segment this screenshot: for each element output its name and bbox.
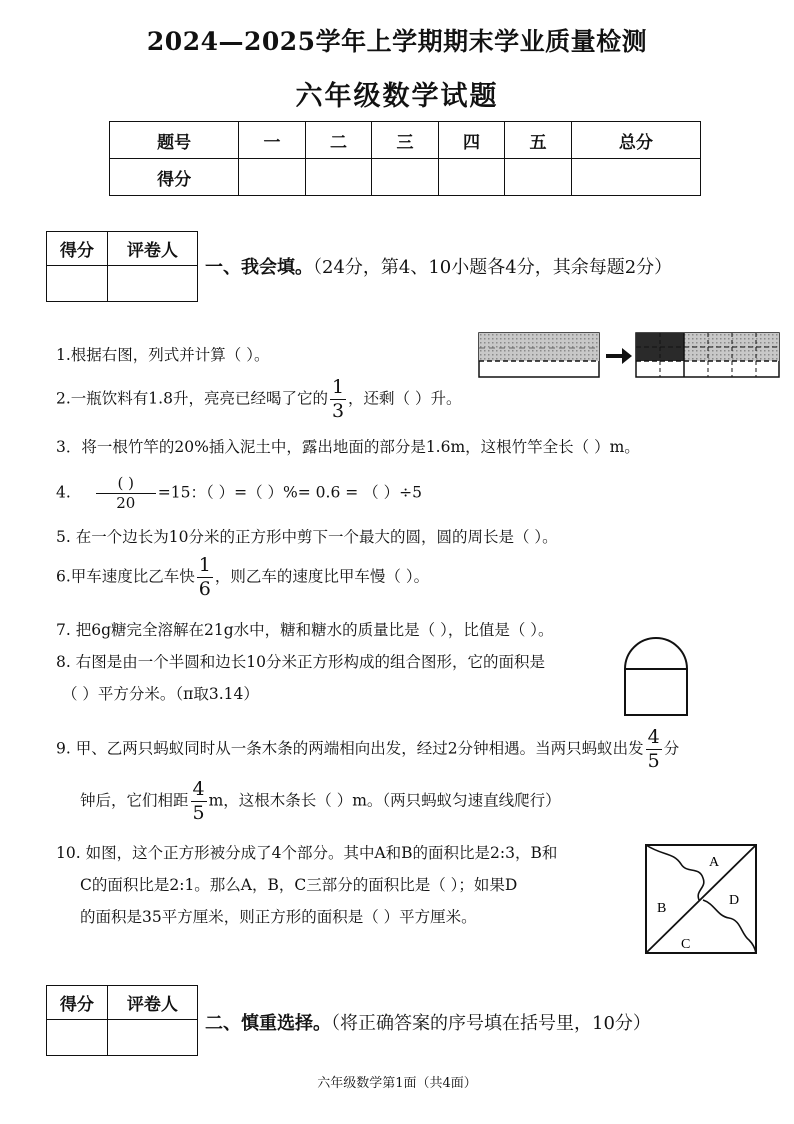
fraction-denominator: 5 [192,802,205,824]
grader-name-cell[interactable] [107,1020,197,1056]
question-7: 7. 把6g糖完全溶解在21g水中，糖和糖水的质量比是（ ），比值是（ ）。 [56,621,554,639]
question-2-text-end: ，还剩（ ）升。 [348,389,462,408]
grader-name-cell[interactable] [107,266,197,302]
fraction-numerator: 1 [198,554,211,576]
score-table-header-row [110,122,701,159]
section2-title: 二、慎重选择。 [205,1013,331,1034]
fraction [96,476,156,511]
question-1-figure [476,330,782,382]
question-5: 5. 在一个边长为10分米的正方形中剪下一个最大的圆，圆的周长是（ ）。 [56,528,558,546]
score-table-cell: 总分 [571,122,700,159]
question-6-text: 6.甲车速度比乙车快 [56,567,195,586]
exam-title: 2024—2025学年上学期期末学业质量检测 [146,27,648,56]
score-input-cell[interactable] [571,159,700,196]
region-label-d: D [729,893,740,908]
question-9-text: 9. 甲、乙两只蚂蚁同时从一条木条的两端相向出发，经过2分钟相遇。当两只蚂蚁出发 [56,739,644,758]
score-table [109,121,701,196]
question-10-figure [643,842,759,956]
score-input-cell[interactable] [438,159,504,196]
fraction-denominator: 3 [331,400,345,422]
score-input-cell[interactable] [372,159,438,196]
question-2-text: 2.一瓶饮料有1.8升，亮亮已经喝了它的 [56,389,328,408]
question-2 [56,378,461,421]
page-footer: 六年级数学第1面（共4面） [317,1076,477,1091]
score-table-cell: 五 [505,122,571,159]
fraction-numerator: ( ) [96,476,156,494]
question-8-line1: 8. 右图是由一个半圆和边长10分米正方形构成的组合图形，它的面积是 [56,653,545,671]
score-input-cell[interactable] [239,159,305,196]
question-9-text-2: 钟后，它们相距 [80,791,189,810]
score-row-label: 得分 [110,159,239,196]
grader-name-label: 评卷人 [107,232,197,266]
question-4-text: =15：（ ）=（ ）%= 0.6 = （ ）÷5 [157,483,422,502]
fraction-denominator: 6 [198,578,211,600]
section1-heading [205,253,672,279]
fraction-denominator: 20 [116,494,136,512]
question-4 [56,476,422,511]
score-input-cell[interactable] [505,159,571,196]
fraction [197,556,213,599]
fraction [646,728,662,771]
question-10-line1: 10. 如图，这个正方形被分成了4个部分。其中A和B的面积比是2:3，B和 [56,844,558,862]
score-table-cell: 三 [372,122,438,159]
section2-note: （将正确答案的序号填在括号里，10分） [331,1013,651,1034]
region-label-a: A [709,855,720,870]
section1-note: （24分，第4、10小题各4分，其余每题2分） [313,257,673,278]
question-10-line2: C的面积比是2:1。那么A，B，C三部分的面积比是（ ）；如果D [80,876,518,894]
question-8-figure [622,636,690,718]
score-table-cell: 四 [438,122,504,159]
grader-box [46,231,198,302]
question-9-text-3: m，这根木条长（ ）m。（两只蚂蚁匀速直线爬行） [208,791,561,810]
grader-score-label: 得分 [47,232,108,266]
grader-score-cell[interactable] [47,1020,108,1056]
score-table-cell: 二 [305,122,371,159]
grader-score-cell[interactable] [47,266,108,302]
region-label-b: B [657,901,667,916]
score-input-cell[interactable] [305,159,371,196]
exam-subtitle: 六年级数学试题 [295,81,499,112]
question-9-text-end: 分 [663,739,680,758]
region-label-c: C [681,937,691,952]
section1-title: 一、我会填。 [205,257,313,278]
question-4-number: 4. [56,483,71,502]
question-6-text-end: ，则乙车的速度比甲车慢（ ）。 [214,567,430,586]
score-table-cell: 题号 [110,122,239,159]
grader-name-label: 评卷人 [107,986,197,1020]
question-6 [56,556,429,599]
fraction [191,780,207,823]
fraction-numerator: 4 [192,778,205,800]
question-3: 3．将一根竹竿的20%插入泥土中，露出地面的部分是1.6m，这根竹竿全长（ ）m。 [56,438,640,456]
question-10-line3: 的面积是35平方厘米，则正方形的面积是（ ）平方厘米。 [80,908,477,926]
fraction-denominator: 5 [647,750,660,772]
question-1: 1.根据右图，列式并计算（ ）。 [56,346,270,364]
question-8-line2: （ ）平方分米。（π取3.14） [62,685,259,703]
grader-box [46,985,198,1056]
grader-score-label: 得分 [47,986,108,1020]
score-table-score-row [110,159,701,196]
question-9-line2 [80,780,561,823]
fraction-numerator: 1 [331,376,345,398]
question-9-line1 [56,728,679,771]
fraction-numerator: 4 [647,726,660,748]
score-table-cell: 一 [239,122,305,159]
section2-heading [205,1009,651,1035]
fraction [330,378,346,421]
